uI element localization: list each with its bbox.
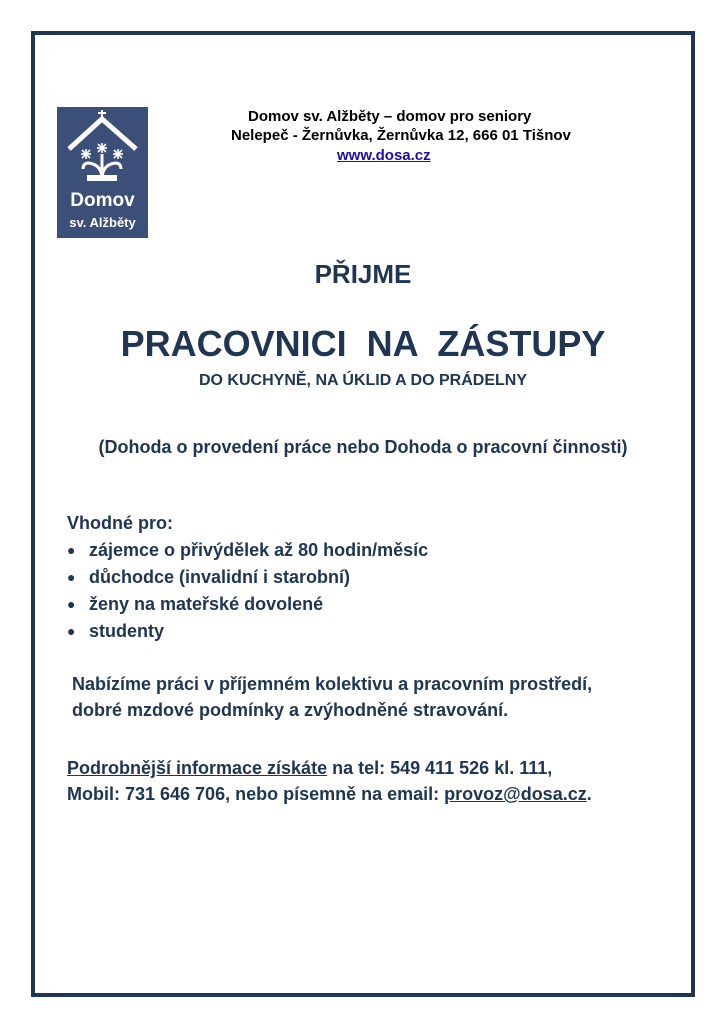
suitable-title: Vhodné pro: [67, 513, 173, 533]
more-info-label: Podrobnější informace získáte [67, 758, 328, 778]
contact-line-2 [67, 784, 592, 805]
logo-house-icon [57, 107, 148, 187]
bullet-icon: ● [67, 569, 76, 585]
email-link[interactable]: provoz@dosa.cz [444, 784, 587, 804]
mobile-text: Mobil: 731 646 706, nebo písemně na email: [67, 784, 445, 804]
list-item: ● studenty [67, 621, 165, 641]
offer-line-1: Nabízíme práci v příjemném kolektivu a pracovním prostředí, [72, 674, 593, 694]
phone-text: na tel: 549 411 526 kl. 111, [327, 758, 553, 778]
logo [57, 107, 148, 238]
list-item: ● ženy na mateřské dovolené [67, 594, 324, 614]
position-heading: PRACOVNICI NA ZÁSTUPY [120, 323, 606, 364]
org-name: Domov sv. Alžběty – domov pro seniory [248, 108, 532, 125]
list-item: ● důchodce (invalidní i starobní) [67, 567, 351, 587]
lead-heading: PŘIJME [314, 259, 412, 289]
website-link[interactable]: www.dosa.cz [337, 147, 431, 164]
list-item: ● zájemce o přivýdělek až 80 hodin/měsíc [67, 540, 429, 560]
logo-title: Domov [70, 190, 135, 211]
departments-subheading: DO KUCHYNĚ, NA ÚKLID A DO PRÁDELNY [198, 372, 527, 389]
bullet-icon: ● [67, 542, 76, 558]
contract-type: (Dohoda o provedení práce nebo Dohoda o pracovní činnosti) [98, 437, 628, 457]
org-address: Nelepeč - Žernůvka, Žernůvka 12, 666 01 Tišnov [231, 127, 571, 144]
logo-subtitle: sv. Alžběty [69, 215, 136, 230]
offer-line-2: dobré mzdové podmínky a zvýhodněné stravování. [72, 700, 509, 720]
bullet-icon: ● [67, 596, 76, 612]
sentence-end: . [586, 784, 592, 804]
bullet-icon: ● [67, 623, 76, 639]
suitable-list [67, 540, 428, 648]
contact-line-1 [67, 758, 552, 779]
